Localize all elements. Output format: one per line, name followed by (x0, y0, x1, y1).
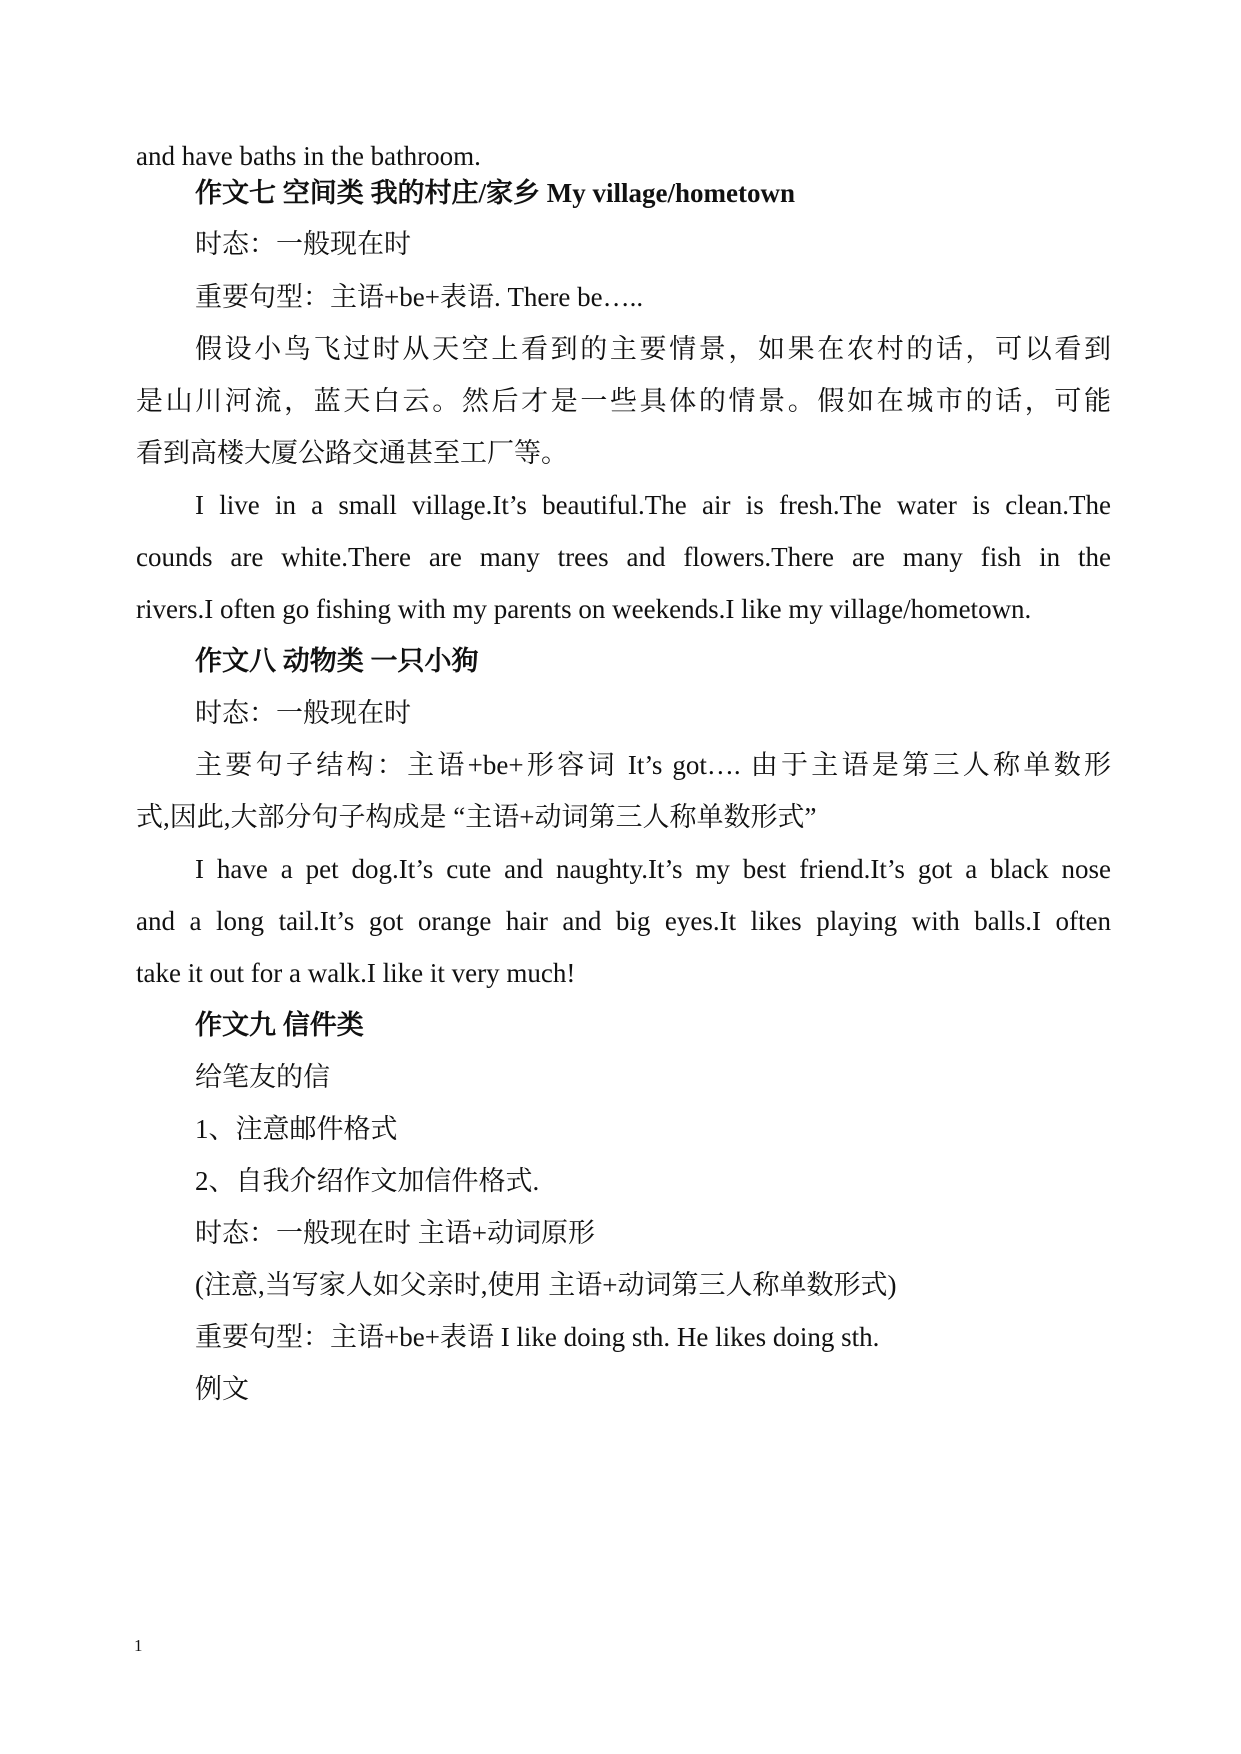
section-heading: 作文七 空间类 我的村庄/家乡 My village/hometown (195, 178, 795, 208)
text-line: 时态：一般现在时 (195, 229, 411, 259)
paragraph-line: 式,因此,大部分句子构成是 “主语+动词第三人称单数形式” (136, 802, 817, 832)
text-line: 例文 (195, 1374, 249, 1404)
text-line: 重要句型：主语+be+表语 I like doing sth. He likes doing sth. (195, 1322, 880, 1352)
text-line: and have baths in the bathroom. (136, 141, 481, 171)
text-line: 给笔友的信 (195, 1062, 330, 1092)
text-line: 重要句型：主语+be+表语. There be….. (195, 282, 644, 312)
paragraph-line: I live in a small village.It’s beautiful.The air is fresh.The water is clean.The (195, 490, 1111, 520)
paragraph-line: counds are white.There are many trees and flowers.There are many fish in the (136, 542, 1111, 572)
paragraph-line: take it out for a walk.I like it very much! (136, 958, 576, 988)
text-line: 时态：一般现在时 主语+动词原形 (195, 1218, 595, 1248)
list-item: 2、自我介绍作文加信件格式. (195, 1166, 540, 1196)
list-item: 1、注意邮件格式 (195, 1114, 398, 1144)
paragraph-line: and a long tail.It’s got orange hair and big eyes.It likes playing with balls.I often (136, 906, 1111, 936)
paragraph-line: 主要句子结构：主语+be+形容词 It’s got…. 由于主语是第三人称单数形 (195, 750, 1111, 780)
paragraph-line: I have a pet dog.It’s cute and naughty.It’s my best friend.It’s got a black nose (195, 854, 1111, 884)
paragraph-line: 看到高楼大厦公路交通甚至工厂等。 (136, 438, 568, 468)
section-heading: 作文九 信件类 (195, 1010, 364, 1040)
page-number: 1 (134, 1636, 143, 1655)
paragraph-line: rivers.I often go fishing with my parents on weekends.I like my village/hometown. (136, 594, 1032, 624)
text-line: (注意,当写家人如父亲时,使用 主语+动词第三人称单数形式) (195, 1270, 897, 1300)
section-heading: 作文八 动物类 一只小狗 (195, 646, 479, 676)
text-line: 时态：一般现在时 (195, 698, 411, 728)
paragraph-line: 假设小鸟飞过时从天空上看到的主要情景，如果在农村的话，可以看到 (195, 334, 1111, 364)
paragraph-line: 是山川河流，蓝天白云。然后才是一些具体的情景。假如在城市的话，可能 (136, 386, 1111, 416)
